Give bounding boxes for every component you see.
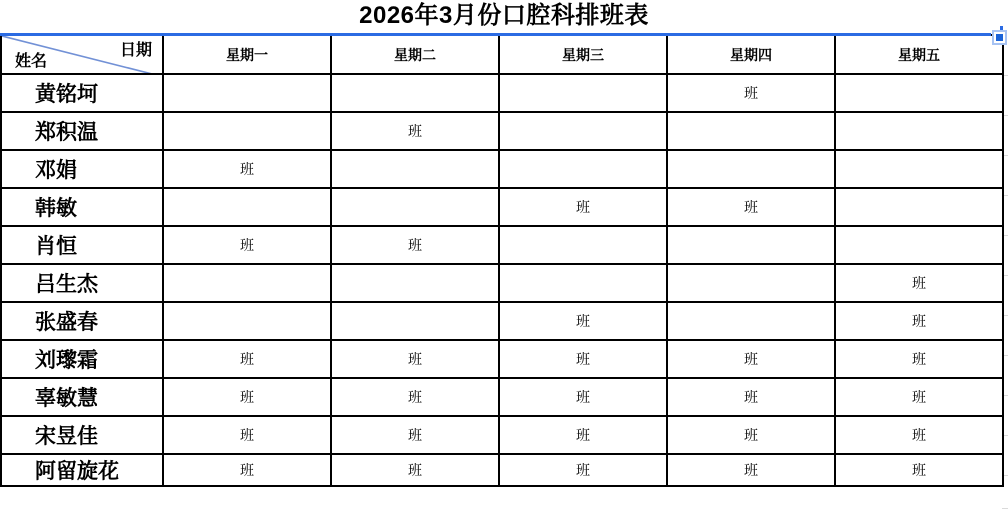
duty-cell-on[interactable]: 班: [163, 340, 331, 378]
duty-cell-on[interactable]: 班: [163, 416, 331, 454]
duty-cell-empty[interactable]: [163, 264, 331, 302]
duty-cell-empty[interactable]: [835, 150, 1003, 188]
duty-cell-on[interactable]: 班: [499, 378, 667, 416]
duty-cell-empty[interactable]: [331, 264, 499, 302]
duty-cell-empty[interactable]: [331, 188, 499, 226]
duty-cell-on[interactable]: 班: [331, 454, 499, 486]
employee-name-cell[interactable]: 宋昱佳: [1, 416, 163, 454]
selection-border: [0, 33, 991, 36]
employee-name-cell[interactable]: 吕生杰: [1, 264, 163, 302]
employee-name-cell[interactable]: 辜敏慧: [1, 378, 163, 416]
header-cell-wednesday[interactable]: 星期三: [499, 35, 667, 74]
duty-cell-on[interactable]: 班: [835, 340, 1003, 378]
employee-name-cell[interactable]: 韩敏: [1, 188, 163, 226]
duty-cell-empty[interactable]: [499, 112, 667, 150]
selection-handle[interactable]: [992, 30, 1007, 45]
corner-name-label: 姓名: [15, 53, 48, 70]
duty-cell-empty[interactable]: [499, 226, 667, 264]
duty-cell-empty[interactable]: [499, 150, 667, 188]
duty-cell-empty[interactable]: [331, 74, 499, 112]
duty-cell-on[interactable]: 班: [667, 378, 835, 416]
employee-name-cell[interactable]: 刘瓈霜: [1, 340, 163, 378]
duty-cell-on[interactable]: 班: [667, 340, 835, 378]
roster-table: [0, 34, 1004, 487]
duty-cell-on[interactable]: 班: [667, 188, 835, 226]
duty-cell-on[interactable]: 班: [835, 416, 1003, 454]
duty-cell-empty[interactable]: [835, 74, 1003, 112]
roster-row: [1, 150, 1003, 188]
duty-cell-empty[interactable]: [163, 188, 331, 226]
employee-name-cell[interactable]: 阿留旋花: [1, 454, 163, 486]
duty-cell-on[interactable]: 班: [835, 378, 1003, 416]
header-cell-monday[interactable]: 星期一: [163, 35, 331, 74]
duty-cell-empty[interactable]: [163, 302, 331, 340]
duty-cell-on[interactable]: 班: [499, 416, 667, 454]
duty-cell-empty[interactable]: [331, 150, 499, 188]
corner-cell[interactable]: [1, 35, 163, 74]
employee-name-cell[interactable]: 张盛春: [1, 302, 163, 340]
duty-cell-on[interactable]: 班: [667, 454, 835, 486]
duty-cell-empty[interactable]: [667, 226, 835, 264]
header-row: [1, 35, 1003, 74]
duty-cell-on[interactable]: 班: [835, 302, 1003, 340]
employee-name-cell[interactable]: 肖恒: [1, 226, 163, 264]
duty-cell-on[interactable]: 班: [331, 416, 499, 454]
duty-cell-on[interactable]: 班: [163, 378, 331, 416]
roster-row: [1, 302, 1003, 340]
employee-name-cell[interactable]: 邓娟: [1, 150, 163, 188]
selection-handle-dot: [996, 34, 1003, 41]
duty-cell-on[interactable]: 班: [163, 150, 331, 188]
duty-cell-empty[interactable]: [163, 74, 331, 112]
duty-cell-on[interactable]: 班: [499, 454, 667, 486]
roster-row: [1, 454, 1003, 486]
duty-cell-empty[interactable]: [835, 188, 1003, 226]
duty-cell-on[interactable]: 班: [331, 112, 499, 150]
duty-cell-empty[interactable]: [499, 264, 667, 302]
duty-cell-empty[interactable]: [835, 226, 1003, 264]
employee-name-cell[interactable]: 黄铭坷: [1, 74, 163, 112]
roster-row: [1, 416, 1003, 454]
duty-cell-on[interactable]: 班: [499, 302, 667, 340]
page-title: 2026年3月份口腔科排班表: [359, 2, 649, 29]
duty-cell-empty[interactable]: [331, 302, 499, 340]
roster-row: [1, 264, 1003, 302]
duty-cell-on[interactable]: 班: [331, 378, 499, 416]
duty-cell-empty[interactable]: [163, 112, 331, 150]
duty-cell-on[interactable]: 班: [667, 416, 835, 454]
header-cell-friday[interactable]: 星期五: [835, 35, 1003, 74]
duty-cell-on[interactable]: 班: [499, 188, 667, 226]
duty-cell-empty[interactable]: [667, 264, 835, 302]
duty-cell-empty[interactable]: [667, 150, 835, 188]
employee-name-cell[interactable]: 郑积温: [1, 112, 163, 150]
roster-row: [1, 74, 1003, 112]
duty-cell-empty[interactable]: [667, 302, 835, 340]
gridline-stub: [1002, 508, 1008, 509]
corner-date-label: 日期: [119, 42, 152, 59]
duty-cell-empty[interactable]: [667, 112, 835, 150]
duty-cell-on[interactable]: 班: [331, 340, 499, 378]
duty-cell-on[interactable]: 班: [835, 264, 1003, 302]
roster-row: [1, 226, 1003, 264]
duty-cell-on[interactable]: 班: [163, 226, 331, 264]
duty-cell-on[interactable]: 班: [163, 454, 331, 486]
header-cell-tuesday[interactable]: 星期二: [331, 35, 499, 74]
duty-cell-empty[interactable]: [499, 74, 667, 112]
roster-row: [1, 112, 1003, 150]
duty-cell-on[interactable]: 班: [667, 74, 835, 112]
duty-cell-on[interactable]: 班: [331, 226, 499, 264]
duty-cell-on[interactable]: 班: [499, 340, 667, 378]
header-cell-thursday[interactable]: 星期四: [667, 35, 835, 74]
roster-row: [1, 188, 1003, 226]
duty-cell-empty[interactable]: [835, 112, 1003, 150]
roster-row: [1, 378, 1003, 416]
duty-cell-on[interactable]: 班: [835, 454, 1003, 486]
roster-row: [1, 340, 1003, 378]
